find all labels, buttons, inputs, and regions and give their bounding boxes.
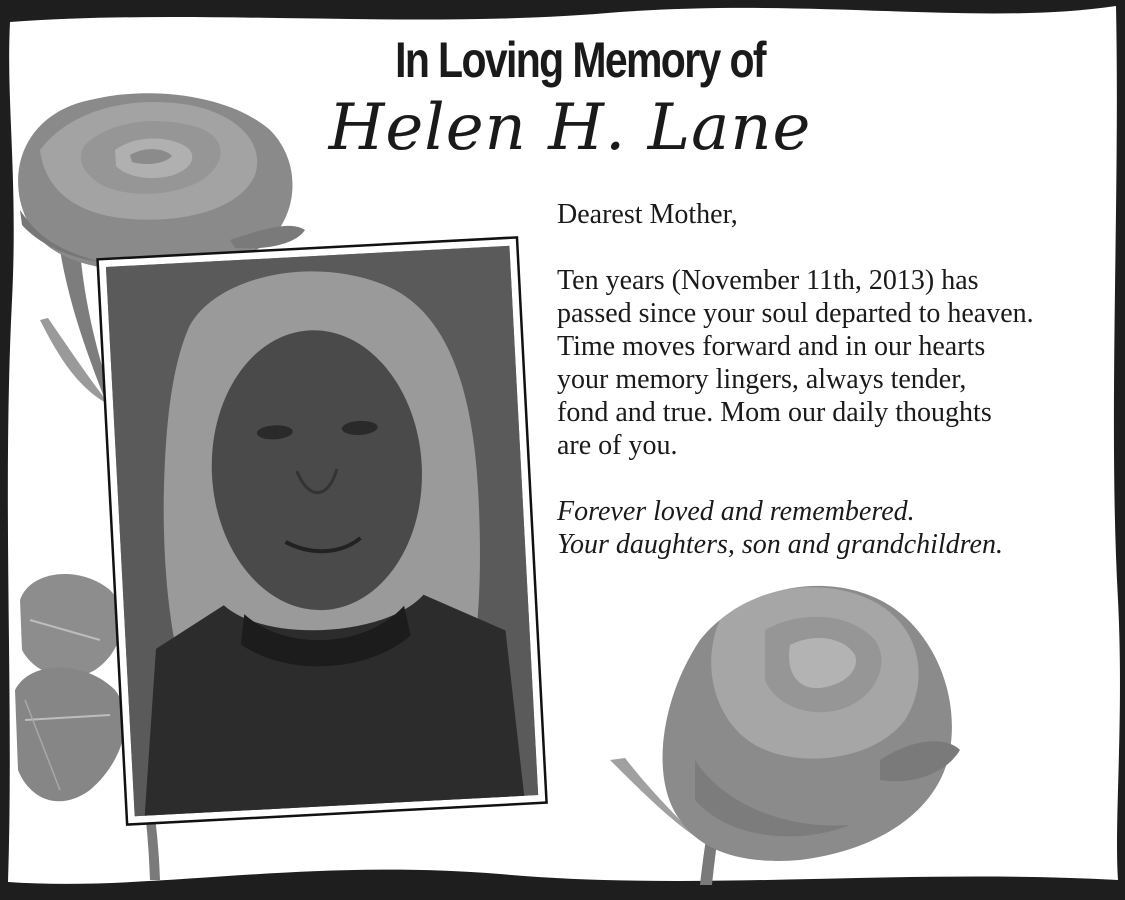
memorial-message <box>557 198 1097 561</box>
body-line: Time moves forward and in our hearts <box>557 331 986 362</box>
body-line: passed since your soul departed to heaven. <box>557 298 1034 329</box>
memorial-title: In Loving Memory of <box>395 32 765 88</box>
body-line: Ten years (November 11th, 2013) has <box>557 265 979 296</box>
body-line: your memory lingers, always tender, <box>557 364 967 395</box>
closing-line: Forever loved and remembered. <box>557 496 915 527</box>
salutation: Dearest Mother, <box>557 199 738 230</box>
body-line: fond and true. Mom our daily thoughts <box>557 397 992 428</box>
body-line: are of you. <box>557 430 678 461</box>
deceased-name: Helen H. Lane <box>328 91 812 165</box>
closing-line: Your daughters, son and grandchildren. <box>557 529 1003 560</box>
